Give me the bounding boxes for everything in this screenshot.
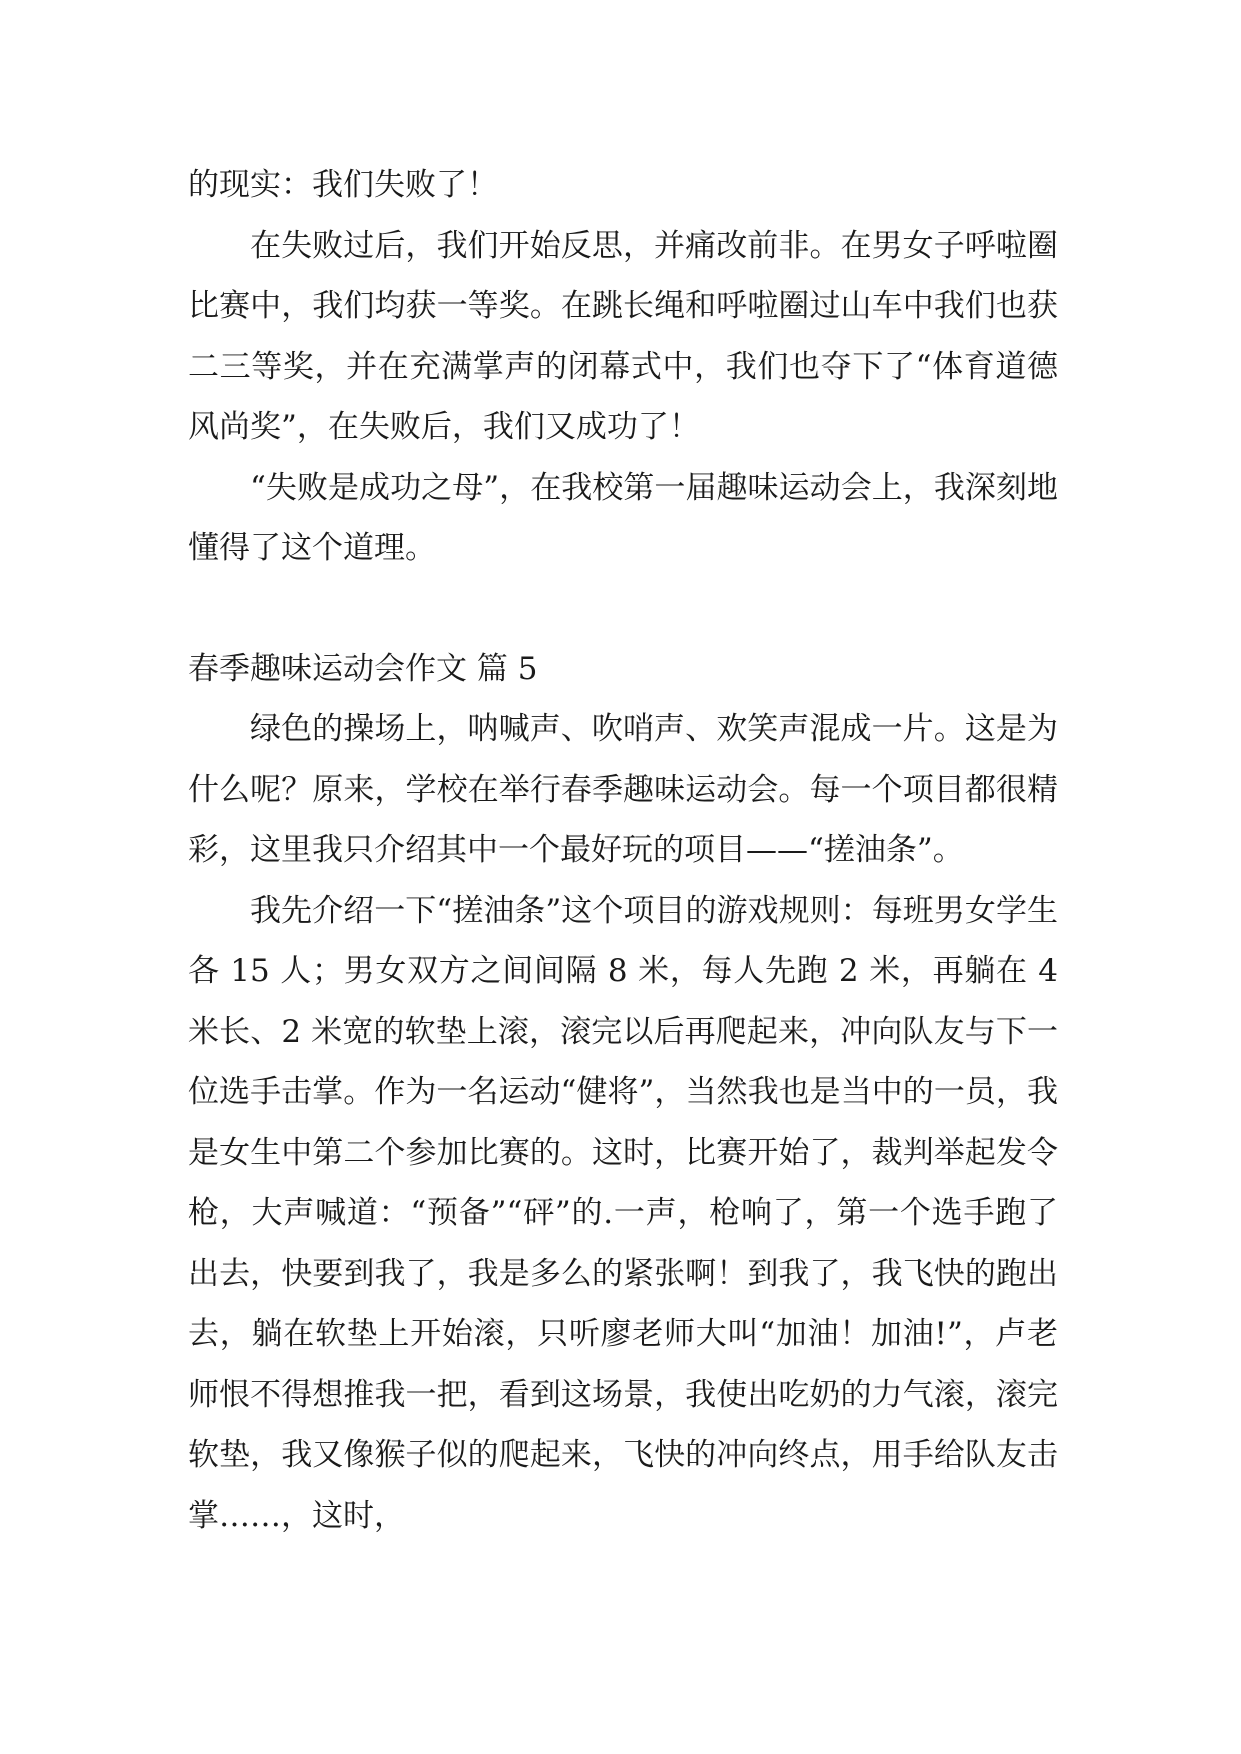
paragraph-game-rules: 我先介绍一下“搓油条”这个项目的游戏规则：每班男女学生各 15 人；男女双方之间间隔 8 米，每人先跑 2 米，再躺在 4 米长、2 米宽的软垫上滚，滚完以后再爬起来，冲向队友与下一位选手击掌。作为一名运动“健将”，当然我也是当中的一员，我是女生中第二个参加比赛的。这时，比赛开始了，裁判举起发令枪，大声喊道：“预备”“砰”的.一声，枪响了，第一个选手跑了出去，快要到我了，我是多么的紧张啊！到我了，我飞快的跑出去，躺在软垫上开始滚，只听廖老师大叫“加油！加油!”，卢老师恨不得想推我一把，看到这场景，我使出吃奶的力气滚，滚完软垫，我又像猴子似的爬起来，飞快的冲向终点，用手给队友击掌……，这时， (188, 892, 1058, 1534)
paragraph-success-after-failure: 在失败过后，我们开始反思，并痛改前非。在男女子呼啦圈比赛中，我们均获一等奖。在跳长绳和呼啦圈过山车中我们也获二三等奖，并在充满掌声的闭幕式中，我们也夺下了“体育道德风尚奖”，在失败后，我们又成功了！ (188, 227, 1058, 445)
paragraph-playground: 绿色的操场上，呐喊声、吹哨声、欢笑声混成一片。这是为什么呢？原来，学校在举行春季趣味运动会。每一个项目都很精彩，这里我只介绍其中一个最好玩的项目——“搓油条”。 (188, 711, 1058, 868)
paragraph-failure-mother-of-success: “失败是成功之母”，在我校第一届趣味运动会上，我深刻地懂得了这个道理。 (188, 469, 1058, 566)
paragraph-continuation: 的现实：我们失败了！ (188, 167, 498, 203)
document-body (188, 155, 1058, 1546)
section-title: 春季趣味运动会作文 篇 5 (188, 650, 538, 687)
